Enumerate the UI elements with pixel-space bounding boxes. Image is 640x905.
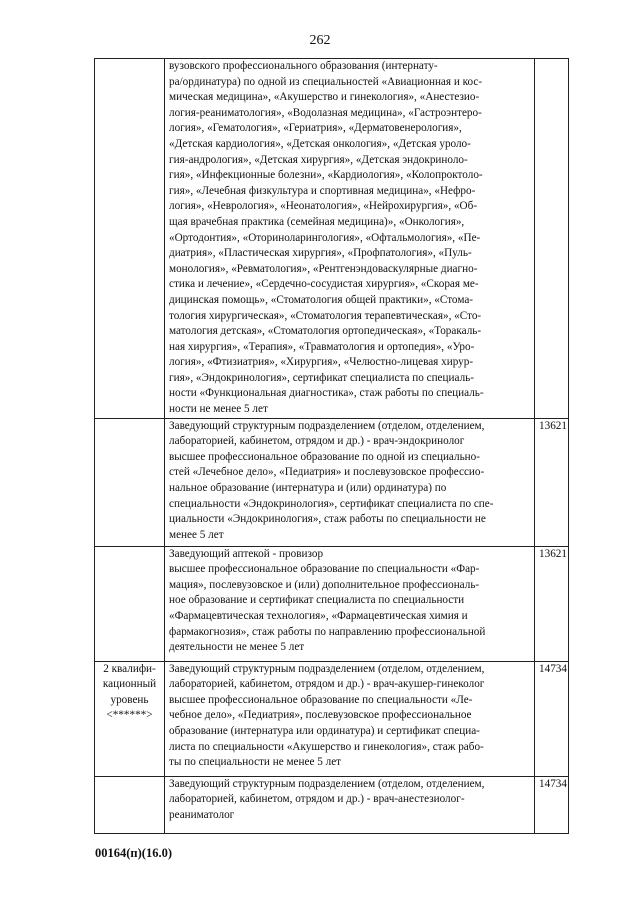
- position-title: Заведующий структурным подразделением (отделом, отделением, лабораторией, кабинетом, отрядом и др.) - врач-эндокринолог: [169, 419, 485, 448]
- position-requirements: высшее профессиональное образование по одной из специально- стей «Лечебное дело», «Педиатрия» и послевузовское профессио- нальное образование (интернатура и (или) ординатура) по специальности «Эндокринология», сертификат специалиста по спе- циальности «Эндокринология», стаж работы по специальности не менее 5 лет: [169, 450, 494, 541]
- position-requirements: вузовского профессионального образования (интернату- ра/ординатура) по одной из специальностей «Авиационная и кос- мическая медицина», «Акушерство и гинекология», «Анестезио- логия-реаниматология», «Водолазная медицина», «Гастроэнтеро- логия», «Гематология», «Гериатрия», «Дерматовенерология», «Детская кардиология», «Детская онкология», «Детская уроло- гия-андрология», «Детская хирургия», «Детская эндокриноло- гия», «Инфекционные болезни», «Кардиология», «Колопроктоло- гия», «Лечебная физкультура и спортивная медицина», «Нефро- логия», «Неврология», «Неонатология», «Нейрохирургия», «Об- щая врачебная практика (семейная медицина)», «Онкология», «Ортодонтия», «Оториноларингология», «Офтальмология», «Пе- диатрия», «Пластическая хирургия», «Профпатология», «Пуль- монология», «Ревматология», «Рентгенэндоваскулярные диагно- стика и лечение», «Сердечно-сосудистая хирургия», «Скорая ме- дицинская помощь», «Стоматология общей практики», «Стома- тология хирургическая», «Стоматология терапевтическая», «Сто- матология детская», «Стоматология ортопедическая», «Торакаль- ная хирургия», «Терапия», «Травматология и ортопедия», «Уро- логия», «Фтизиатрия», «Хирургия», «Челюстно-лицевая хирур- гия», «Эндокринология», сертификат специалиста по специаль- ности «Функциональная диагностика», стаж работы по специаль- ности не менее 5 лет: [169, 60, 484, 416]
- salary-cell: 14734: [535, 776, 569, 833]
- salary-cell: 14734: [535, 661, 569, 776]
- qualification-level-cell: [95, 546, 165, 661]
- qualification-level-cell: [95, 776, 165, 833]
- position-description-cell: [165, 661, 535, 776]
- qualification-table: [94, 58, 569, 834]
- table-row: [95, 546, 569, 661]
- qualification-level-cell: [95, 59, 165, 419]
- position-title: Заведующий аптекой - провизор: [169, 547, 324, 560]
- table-row: [95, 418, 569, 546]
- position-description-cell: [165, 546, 535, 661]
- position-title: Заведующий структурным подразделением (отделом, отделением, лабораторией, кабинетом, отрядом и др.) - врач-акушер-гинеколог: [169, 662, 485, 691]
- salary-cell: 13621: [535, 546, 569, 661]
- table-row: [95, 59, 569, 419]
- qualification-level-cell: [95, 418, 165, 546]
- position-description-cell: [165, 59, 535, 419]
- position-description-cell: [165, 418, 535, 546]
- position-requirements: высшее профессиональное образование по специальности «Фар- мация», послевузовское и (или) дополнительное профессиональ- ное образование и сертификат специалиста по специальности «Фармацевтическая технология», «Фармацевтическая химия и фармакогнозия», стаж работы по направлению профессиональной деятельности не менее 5 лет: [169, 563, 486, 654]
- position-requirements: высшее профессиональное образование по специальности «Ле- чебное дело», «Педиатрия», послевузовское профессиональное образование (интернатура или ординатура) и сертификат специа- листа по специальности «Акушерство и гинекология», стаж рабо- ты по специальности не менее 5 лет: [169, 693, 484, 769]
- qualification-level-cell: 2 квалифи- кационный уровень <******>: [95, 661, 165, 776]
- salary-cell: [535, 59, 569, 419]
- table-row: [95, 661, 569, 776]
- salary-cell: 13621: [535, 418, 569, 546]
- page-number: 262: [309, 33, 331, 48]
- table-row: [95, 776, 569, 833]
- document-code: 00164(п)(16.0): [95, 846, 172, 860]
- position-title: Заведующий структурным подразделением (отделом, отделением, лабораторией, кабинетом, отрядом и др.) - врач-анестезиолог- реаниматолог: [169, 777, 485, 821]
- position-description-cell: [165, 776, 535, 833]
